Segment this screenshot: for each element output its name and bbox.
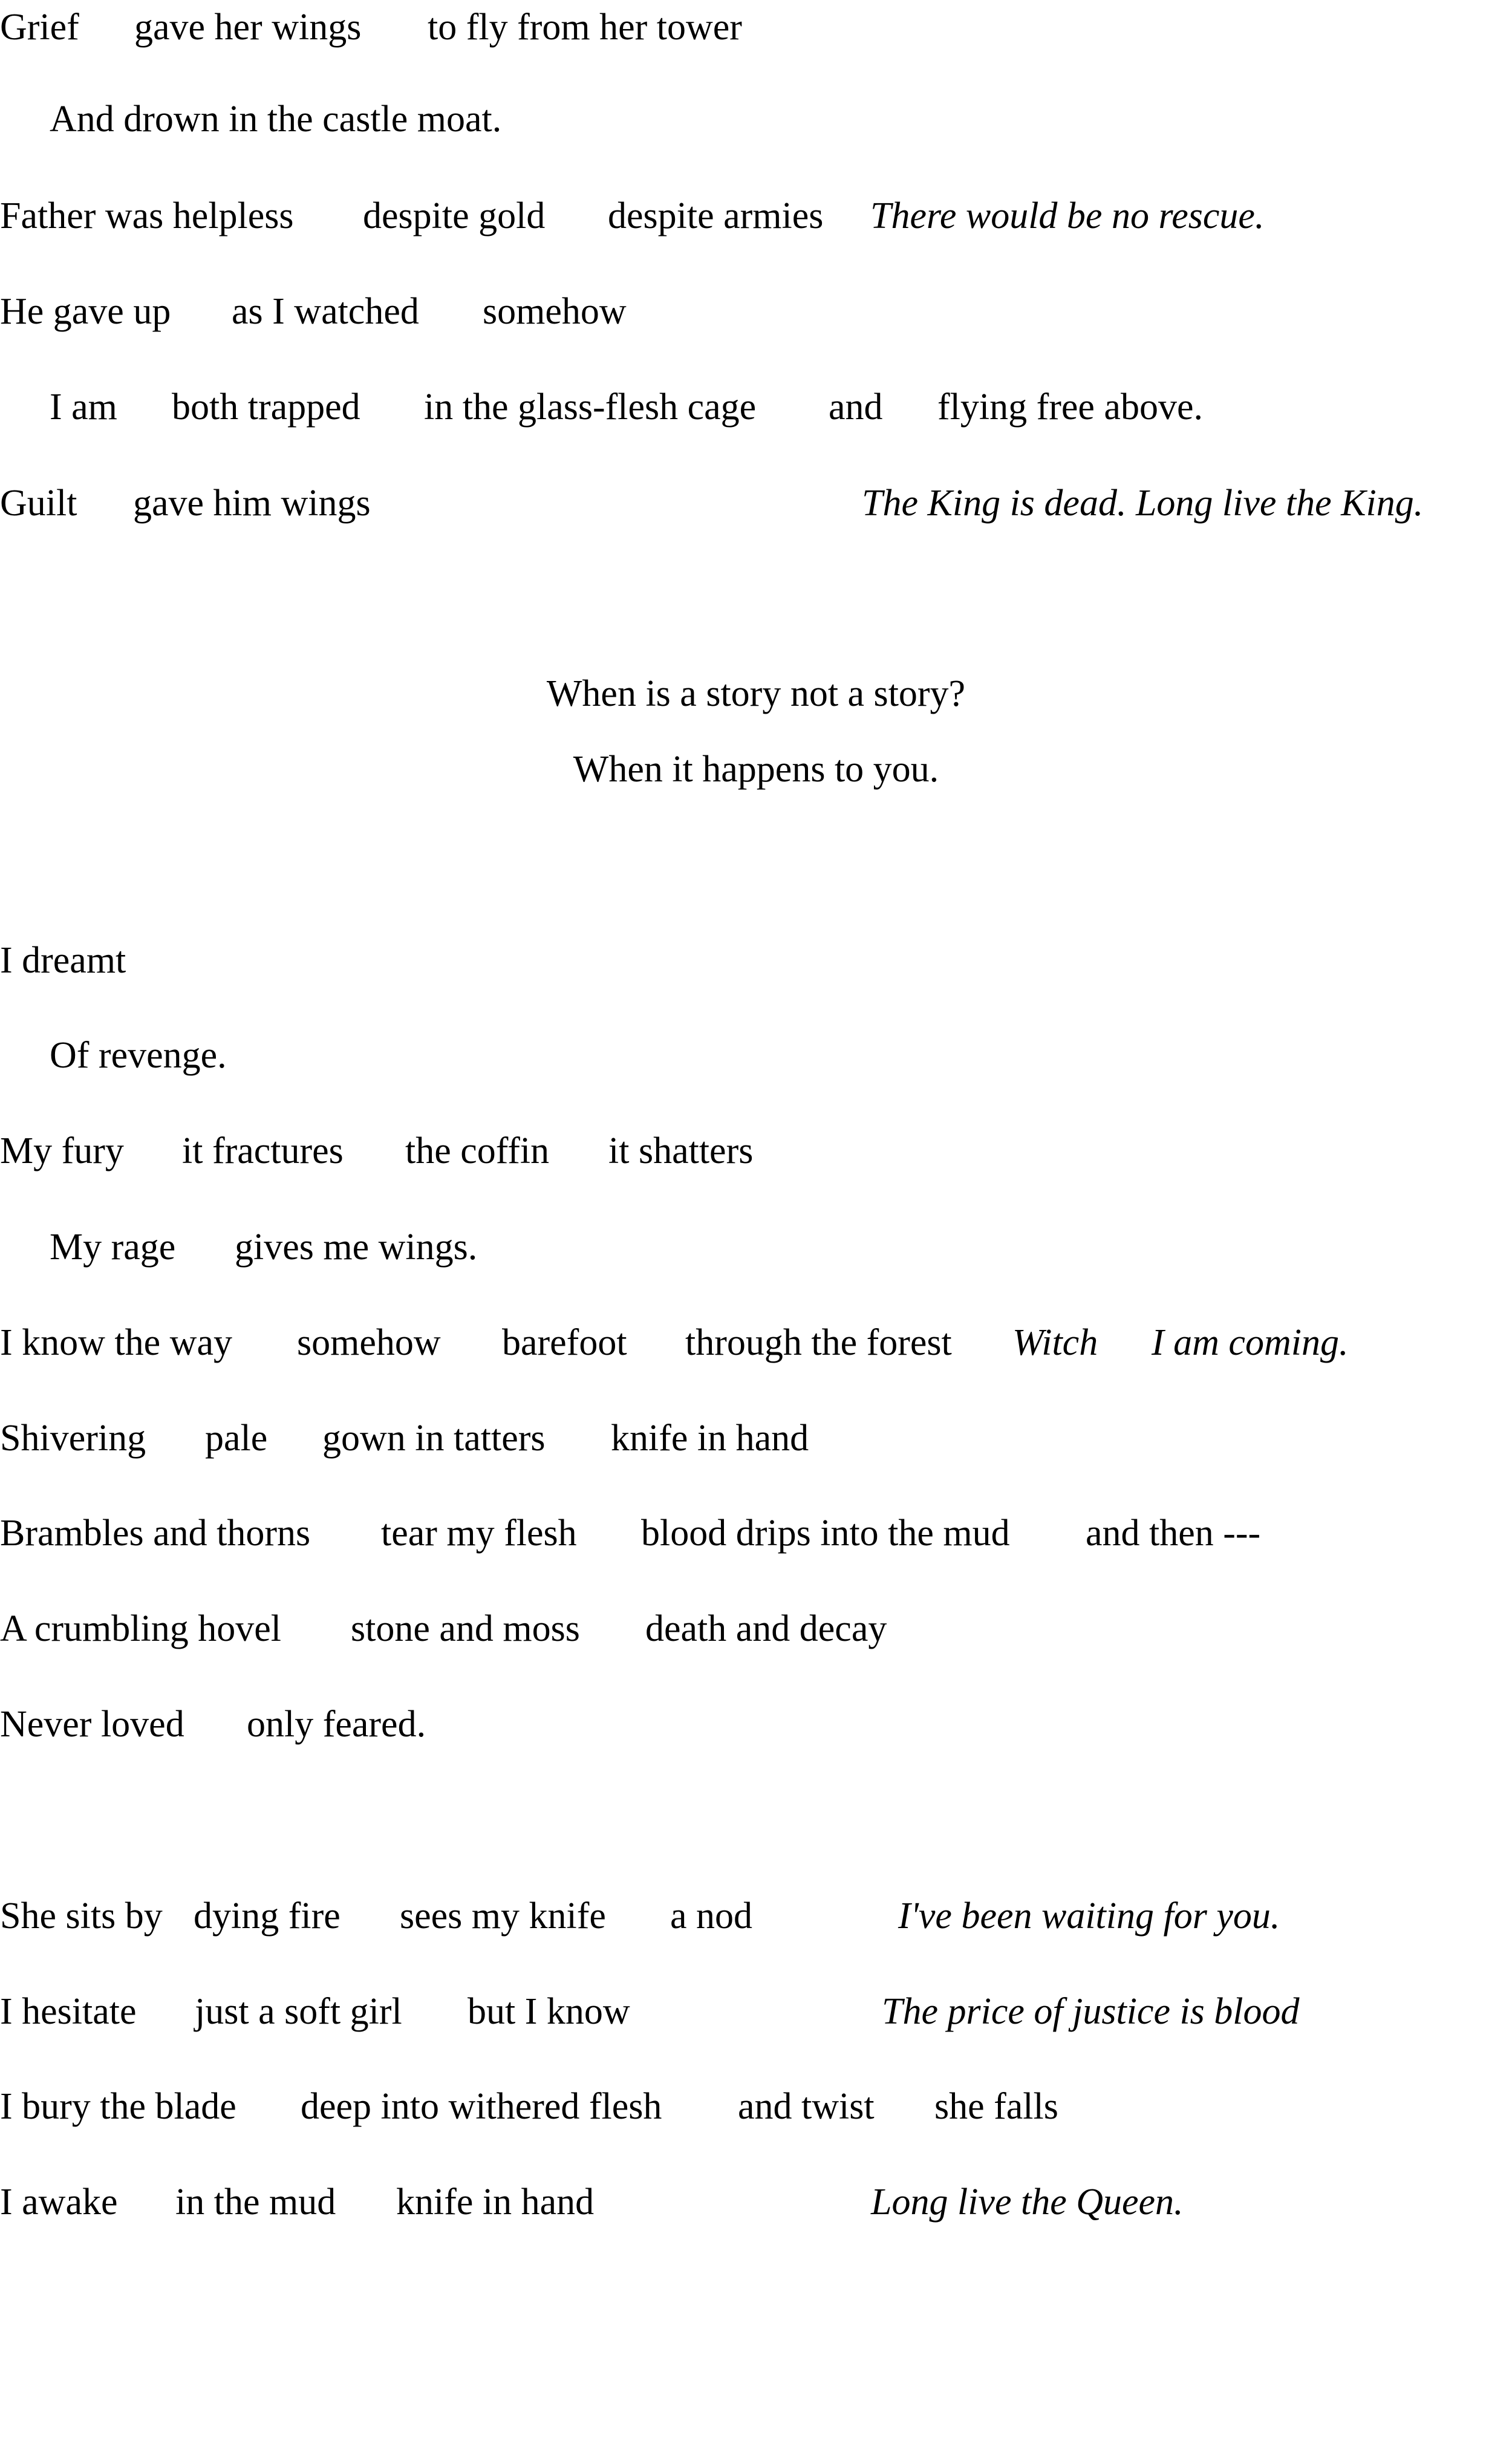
phrase: blood drips into the mud bbox=[641, 1513, 1010, 1554]
italic-phrase: I've been waiting for you. bbox=[898, 1895, 1280, 1937]
phrase: a nod bbox=[670, 1895, 753, 1937]
phrase: I dreamt bbox=[0, 940, 126, 981]
phrase: Father was helpless bbox=[0, 195, 294, 236]
phrase: My rage bbox=[50, 1227, 176, 1268]
phrase: stone and moss bbox=[351, 1608, 580, 1649]
phrase: it fractures bbox=[182, 1130, 344, 1171]
phrase: I awake bbox=[0, 2181, 118, 2223]
phrase: despite armies bbox=[608, 195, 824, 236]
phrase: death and decay bbox=[645, 1608, 887, 1649]
phrase: I hesitate bbox=[0, 1991, 137, 2032]
poem-line bbox=[0, 1315, 1349, 1370]
poem-line bbox=[0, 1220, 478, 1274]
phrase: it shatters bbox=[608, 1130, 754, 1171]
phrase: My fury bbox=[0, 1130, 124, 1171]
phrase: A crumbling hovel bbox=[0, 1608, 281, 1649]
phrase: she falls bbox=[934, 2086, 1058, 2127]
phrase: Grief bbox=[0, 7, 79, 48]
phrase: despite gold bbox=[363, 195, 546, 236]
phrase: in the mud bbox=[175, 2181, 336, 2223]
phrase: Shivering bbox=[0, 1418, 146, 1459]
phrase: and bbox=[829, 386, 883, 428]
poem-line bbox=[0, 933, 126, 988]
italic-phrase: I am coming. bbox=[1152, 1322, 1349, 1363]
phrase: Never loved bbox=[0, 1704, 184, 1745]
poem-line bbox=[0, 1889, 1280, 1943]
poem-line bbox=[0, 189, 1265, 243]
phrase: flying free above. bbox=[937, 386, 1203, 428]
phrase: I bury the blade bbox=[0, 2086, 236, 2127]
poem-line bbox=[0, 0, 742, 54]
poem-line bbox=[0, 284, 627, 339]
poem-line bbox=[0, 1506, 1261, 1560]
phrase: only feared. bbox=[247, 1704, 426, 1745]
phrase: deep into withered flesh bbox=[301, 2086, 662, 2127]
italic-phrase: Long live the Queen. bbox=[871, 2181, 1184, 2223]
phrase: Guilt bbox=[0, 483, 77, 524]
phrase: pale bbox=[205, 1418, 268, 1459]
phrase: both trapped bbox=[172, 386, 360, 428]
poem-line bbox=[0, 2079, 1058, 2134]
phrase: somehow bbox=[297, 1322, 441, 1363]
phrase: I am bbox=[50, 386, 117, 428]
phrase: And drown in the castle moat. bbox=[50, 99, 502, 140]
phrase: sees my knife bbox=[400, 1895, 606, 1937]
italic-phrase: Witch bbox=[1012, 1322, 1098, 1363]
phrase: as I watched bbox=[232, 291, 419, 332]
phrase: Of revenge. bbox=[50, 1035, 227, 1076]
phrase: I know the way bbox=[0, 1322, 232, 1363]
phrase: just a soft girl bbox=[195, 1991, 402, 2032]
phrase: the coffin bbox=[405, 1130, 550, 1171]
phrase: gave her wings bbox=[134, 7, 362, 48]
italic-phrase: There would be no rescue. bbox=[870, 195, 1265, 236]
poem-line bbox=[0, 1984, 1300, 2039]
phrase: dying fire bbox=[194, 1895, 341, 1937]
phrase: She sits by bbox=[0, 1895, 163, 1937]
poem-line bbox=[0, 380, 1203, 434]
poem-line bbox=[0, 1124, 754, 1178]
phrase: somehow bbox=[483, 291, 627, 332]
italic-phrase: The price of justice is blood bbox=[882, 1991, 1300, 2032]
poem-line bbox=[0, 1411, 809, 1465]
phrase: gown in tatters bbox=[322, 1418, 546, 1459]
poem-line bbox=[0, 1601, 887, 1656]
phrase: tear my flesh bbox=[381, 1513, 577, 1554]
riddle-answer: When it happens to you. bbox=[573, 749, 939, 790]
phrase: gave him wings bbox=[133, 483, 371, 524]
phrase: Brambles and thorns bbox=[0, 1513, 311, 1554]
phrase: but I know bbox=[468, 1991, 630, 2032]
poem-line bbox=[0, 92, 502, 146]
phrase: knife in hand bbox=[396, 2181, 595, 2223]
poem-line bbox=[0, 1697, 426, 1751]
italic-phrase: The King is dead. Long live the King. bbox=[862, 483, 1424, 524]
phrase: and then --- bbox=[1086, 1513, 1261, 1554]
phrase: He gave up bbox=[0, 291, 171, 332]
poem-line bbox=[0, 2175, 1184, 2229]
phrase: knife in hand bbox=[611, 1418, 809, 1459]
phrase: gives me wings. bbox=[235, 1227, 478, 1268]
phrase: through the forest bbox=[685, 1322, 952, 1363]
phrase: to fly from her tower bbox=[428, 7, 742, 48]
phrase: in the glass-flesh cage bbox=[424, 386, 757, 428]
poem-line bbox=[0, 1028, 227, 1083]
phrase: and twist bbox=[738, 2086, 875, 2127]
riddle-question: When is a story not a story? bbox=[546, 673, 966, 714]
poem-line bbox=[0, 476, 1424, 530]
phrase: barefoot bbox=[502, 1322, 627, 1363]
